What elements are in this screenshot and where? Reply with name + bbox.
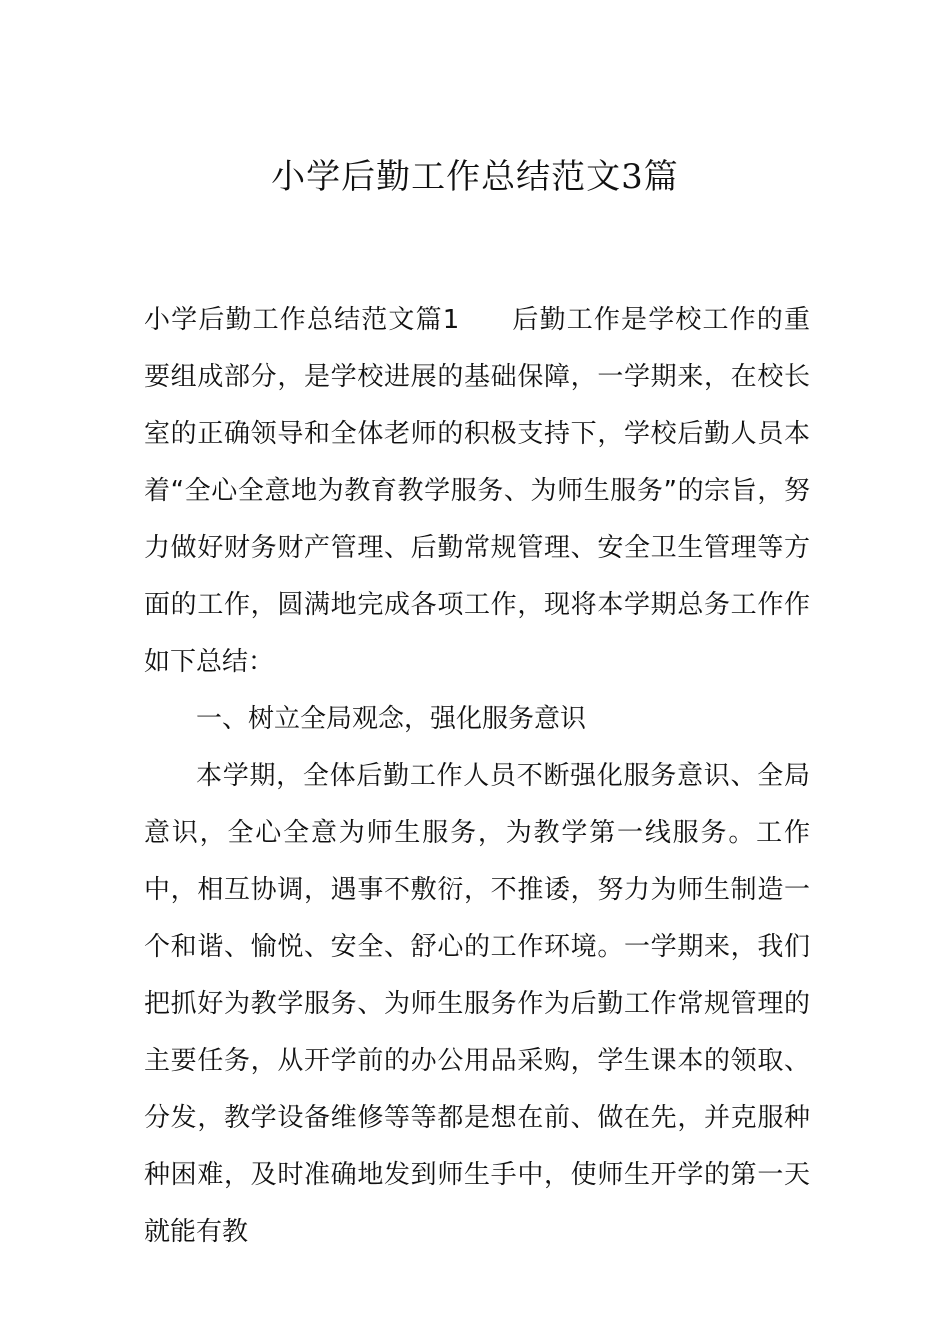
intro-text: 后勤工作是学校工作的重要组成部分，是学校进展的基础保障，一学期来，在校长室的正确领导和全体老师的积极支持下，学校后勤人员本着“全心全意地为教育教学服务、为师生服务”的宗旨，努力做好财务财产管理、后勤常规管理、安全卫生管理等方面的工作，圆满地完成各项工作，现将本学期总务工作作如下总结：: [144, 305, 810, 677]
document-body: [144, 292, 810, 1261]
intro-paragraph: [144, 292, 810, 691]
section-heading: 一、树立全局观念，强化服务意识: [196, 704, 587, 734]
intro-label: 小学后勤工作总结范文篇1: [144, 305, 460, 335]
document-title: 小学后勤工作总结范文3篇: [271, 157, 679, 197]
section-paragraph: 本学期，全体后勤工作人员不断强化服务意识、全局意识，全心全意为师生服务，为教学第一线服务。工作中，相互协调，遇事不敷衍，不推诿，努力为师生制造一个和谐、愉悦、安全、舒心的工作环境。一学期来，我们把抓好为教学服务、为师生服务作为后勤工作常规管理的主要任务，从开学前的办公用品采购，学生课本的领取、分发，教学设备维修等等都是想在前、做在先，并克服种种困难，及时准确地发到师生手中，使师生开学的第一天就能有教: [144, 761, 810, 1247]
